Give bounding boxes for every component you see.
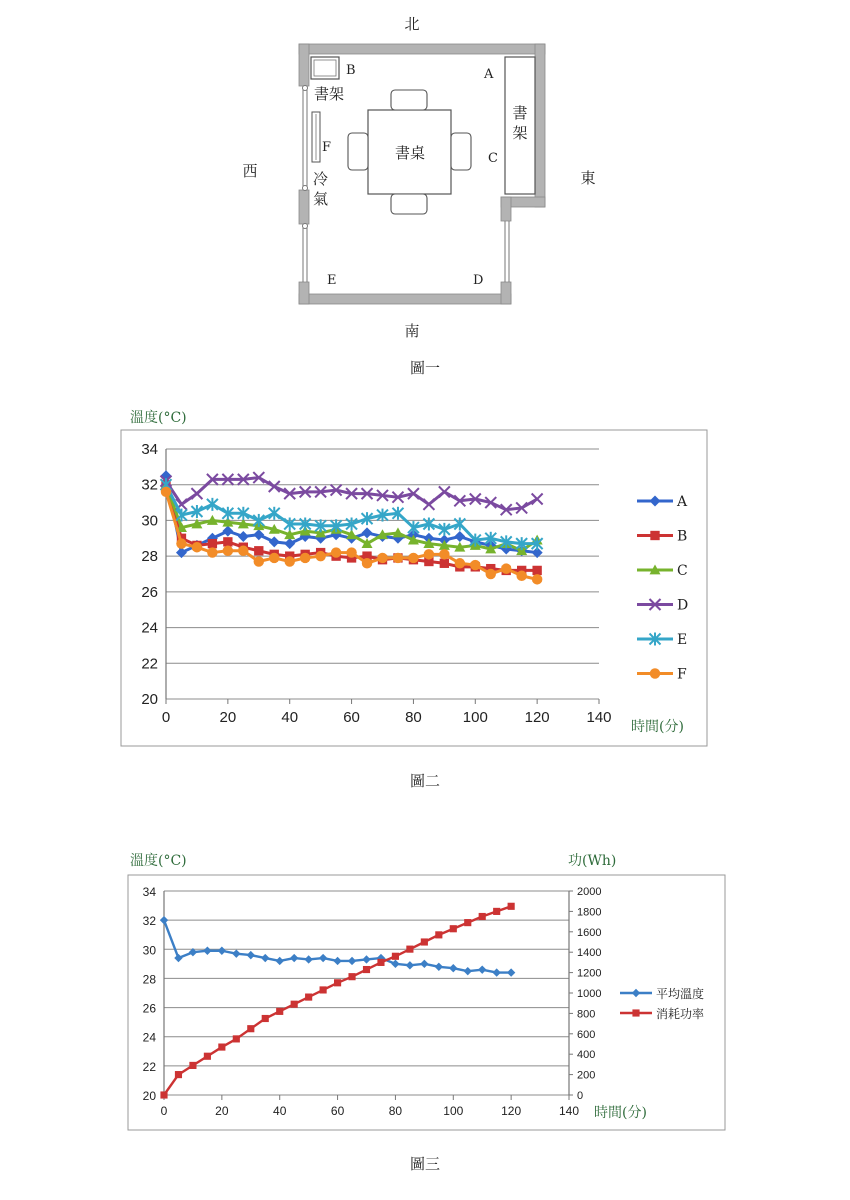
y2-tick-label: 1800 [577,906,602,919]
y2-tick-label: 1200 [577,967,602,980]
data-point [508,903,515,910]
x-tick-label: 120 [524,709,550,726]
y2-tick-label: 2000 [577,886,602,898]
data-point [532,574,542,584]
y-tick-label: 34 [142,885,156,899]
data-point [470,560,480,570]
data-point [486,569,496,579]
chair-right [451,133,471,170]
point-a-label: A [484,67,494,82]
legend-label: A [677,494,688,510]
data-point [176,538,186,548]
y2-tick-label: 1600 [577,926,602,939]
data-point [262,1015,269,1022]
aircon-label-2: 氣 [313,190,329,208]
y-tick-label: 28 [142,972,156,987]
x-tick-label: 120 [501,1104,522,1118]
x-tick-label: 20 [215,1104,229,1118]
x-tick-label: 0 [161,709,171,726]
y-tick-label: 22 [142,1059,156,1074]
bookshelf-right-label-1: 書 [512,104,528,122]
x-tick-label: 140 [558,1104,580,1118]
data-point [435,931,442,938]
data-point [493,908,500,915]
desk-label: 書桌 [394,144,426,162]
data-point [424,549,434,559]
data-point [348,973,355,980]
y2-tick-label: 400 [577,1049,596,1062]
y2-tick-label: 0 [577,1090,584,1102]
point-e-label: E [327,273,337,288]
data-point [331,547,341,557]
x-tick-label: 40 [273,1104,287,1118]
direction-west: 西 [242,162,258,180]
y-tick-label: 20 [141,691,158,708]
y-tick-label: 24 [142,1030,156,1045]
fig2-ylabel: 溫度(°C) [130,410,187,426]
data-point [218,1043,225,1050]
aircon-label-1: 冷 [313,170,329,188]
x-tick-label: 80 [405,709,422,726]
data-point [254,546,263,555]
legend-label: 消耗功率 [656,1007,705,1021]
y2-tick-label: 800 [577,1008,596,1021]
data-point [233,1035,240,1042]
x-tick-label: 20 [219,709,237,726]
x-tick-label: 100 [462,709,488,726]
data-point [223,546,233,556]
figure2-chart [0,400,850,760]
y-tick-label: 26 [142,1001,156,1016]
data-point [464,919,471,926]
direction-north: 北 [404,15,420,33]
data-point [284,556,294,566]
y-tick-label: 24 [141,619,158,637]
x-tick-label: 0 [160,1104,168,1118]
data-point [254,556,264,566]
data-point [175,1071,182,1078]
data-point [362,558,372,568]
data-point [392,953,399,960]
fig3-y2label: 功(Wh) [568,853,617,869]
point-f-label: F [322,140,332,155]
data-point [532,566,541,575]
x-tick-label: 40 [281,709,299,726]
data-point [440,559,449,568]
data-point [238,546,248,556]
data-point [204,1053,211,1060]
data-point [161,487,171,497]
data-point [223,537,232,546]
fig3-frame [128,875,725,1130]
legend-label: C [677,563,688,579]
y-tick-label: 34 [141,441,158,458]
legend-label: B [677,528,688,545]
data-point [291,1001,298,1008]
legend-marker [650,668,660,678]
legend-label: F [677,666,687,683]
y-tick-label: 26 [141,583,158,601]
figure1-floorplan [0,0,850,390]
chair-left [348,133,368,170]
data-point [207,547,217,557]
y2-tick-label: 600 [577,1028,596,1041]
x-tick-label: 80 [388,1104,403,1118]
data-point [160,1091,167,1098]
data-point [346,547,356,557]
data-point [406,946,413,953]
point-d-label: D [473,273,484,288]
legend-label: D [677,597,689,614]
y-tick-label: 30 [142,943,156,958]
data-point [501,563,511,573]
legend-marker [632,1009,639,1016]
x-tick-label: 60 [330,1104,345,1118]
x-tick-label: 100 [443,1104,464,1118]
y2-tick-label: 200 [577,1069,596,1082]
y2-tick-label: 1400 [577,947,602,960]
figure1-caption: 圖一 [409,359,440,377]
fig3-xlabel: 時間(分) [594,1105,647,1121]
chair-bottom [391,194,427,214]
data-point [247,1025,254,1032]
fig3-ylabel: 溫度(°C) [130,853,187,869]
data-point [516,571,526,581]
data-point [269,553,279,563]
y-tick-label: 32 [142,914,156,929]
data-point [334,979,341,986]
data-point [479,913,486,920]
y-tick-label: 32 [141,476,158,494]
y-tick-label: 20 [142,1089,156,1103]
y2-tick-label: 1000 [577,988,602,1000]
data-point [408,553,418,563]
fig2-xlabel: 時間(分) [631,719,684,735]
point-c-label: C [488,151,498,166]
direction-east: 東 [580,169,596,187]
data-point [377,959,384,966]
figure3-chart [0,845,850,1140]
bookshelf-left-label: 書架 [314,85,345,103]
point-b-label: B [346,63,356,78]
data-point [377,553,387,563]
x-tick-label: 60 [343,709,360,726]
data-point [320,986,327,993]
data-point [276,1008,283,1015]
data-point [363,966,370,973]
data-point [421,938,428,945]
legend-marker [650,531,659,540]
data-point [439,549,449,559]
figure3-caption: 圖三 [409,1155,440,1173]
figure2-caption: 圖二 [409,772,440,790]
data-point [315,551,325,561]
y-tick-label: 22 [141,655,158,673]
data-point [450,925,457,932]
chair-top [391,90,427,110]
y-tick-label: 30 [141,512,158,530]
bookshelf-right-label-2: 架 [512,124,528,142]
direction-south: 南 [404,322,420,340]
y-tick-label: 28 [141,548,158,566]
data-point [393,553,403,563]
legend-label: E [677,632,688,648]
data-point [300,553,310,563]
data-point [455,558,465,568]
x-tick-label: 140 [586,709,612,726]
data-point [305,994,312,1001]
data-point [189,1062,196,1069]
legend-label: 平均溫度 [656,987,705,1001]
data-point [208,539,217,548]
data-point [192,542,202,552]
